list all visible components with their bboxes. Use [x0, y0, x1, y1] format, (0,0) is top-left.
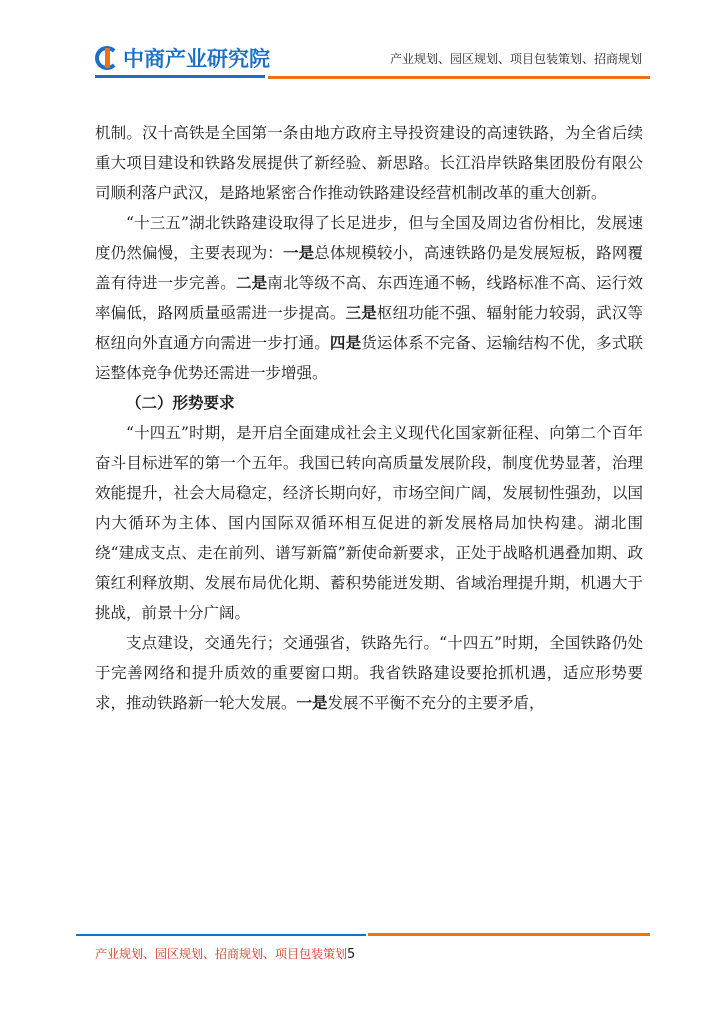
footer-text	[95, 945, 355, 962]
p4-bold-1: 一是	[296, 694, 328, 712]
logo	[95, 44, 270, 72]
p2-bold-4: 四是	[329, 334, 362, 352]
header-rule-blue	[95, 75, 265, 78]
p2-text-3: 南北等级不高、东西连通不畅，线路标准不高、运行效率偏低，路网质量亟需进一步提高。	[95, 274, 643, 322]
p2-text-1: “十三五”湖北铁路建设取得了长足进步，但与全国及周边省份相比，发展速度仍然偏慢，主要表现为：	[95, 214, 643, 262]
p2-text-2: 总体规模较小，高速铁路仍是发展短板，路网覆盖有待进一步完善。	[95, 244, 643, 292]
page-header	[0, 0, 724, 90]
p2-text-4: 枢纽功能不强、辐射能力较弱，武汉等枢纽向外直通方向需进一步打通。	[95, 304, 643, 352]
logo-mark-icon	[95, 46, 119, 70]
p4-text-1: 支点建设，交通先行；交通强省，铁路先行。“十四五”时期，全国铁路仍处于完善网络和提升质效的重要窗口期。我省铁路建设要抢抓机遇，适应形势要求，推动铁路新一轮大发展。	[95, 634, 643, 712]
paragraph-4	[95, 628, 643, 718]
p2-bold-2: 二是	[235, 274, 268, 292]
footer-rule-blue	[76, 934, 366, 936]
p2-bold-1: 一是	[282, 244, 315, 262]
p2-text-5: 货运体系不完备、运输结构不优，多式联运整体竞争优势还需进一步增强。	[95, 334, 643, 382]
document-body	[95, 118, 643, 718]
header-rule-orange	[268, 76, 650, 79]
page-number: 5	[347, 947, 356, 962]
footer-rule-orange	[368, 933, 650, 936]
header-tagline: 产业规划、园区规划、项目包装策划、招商规划	[389, 52, 642, 66]
logo-text: 中商产业研究院	[123, 47, 270, 71]
footer-tagline: 产业规划、园区规划、招商规划、项目包装策划	[95, 947, 348, 961]
paragraph-2	[95, 208, 643, 388]
paragraph-3: “十四五”时期，是开启全面建成社会主义现代化国家新征程、向第二个百年奋斗目标进军的第一个五年。我国已转向高质量发展阶段，制度优势显著，治理效能提升，社会大局稳定，经济长期向好，市场空间广阔，发展韧性强劲，以国内大循环为主体、国内国际双循环相互促进的新发展格局加快构建。湖北围绕“建成支点、走在前列、谱写新篇”新使命新要求，正处于战略机遇叠加期、政策红利释放期、发展布局优化期、蓄积势能迸发期、省域治理提升期，机遇大于挑战，前景十分广阔。	[95, 424, 643, 622]
p4-text-2: 发展不平衡不充分的主要矛盾，	[327, 694, 545, 712]
section-heading: （二）形势要求	[126, 394, 235, 412]
page-footer	[0, 925, 724, 985]
p2-bold-3: 三是	[345, 304, 377, 322]
paragraph-1: 机制。汉十高铁是全国第一条由地方政府主导投资建设的高速铁路，为全省后续重大项目建设和铁路发展提供了新经验、新思路。长江沿岸铁路集团股份有限公司顺利落户武汉，是路地紧密合作推动铁路建设经营机制改革的重大创新。	[95, 124, 643, 202]
